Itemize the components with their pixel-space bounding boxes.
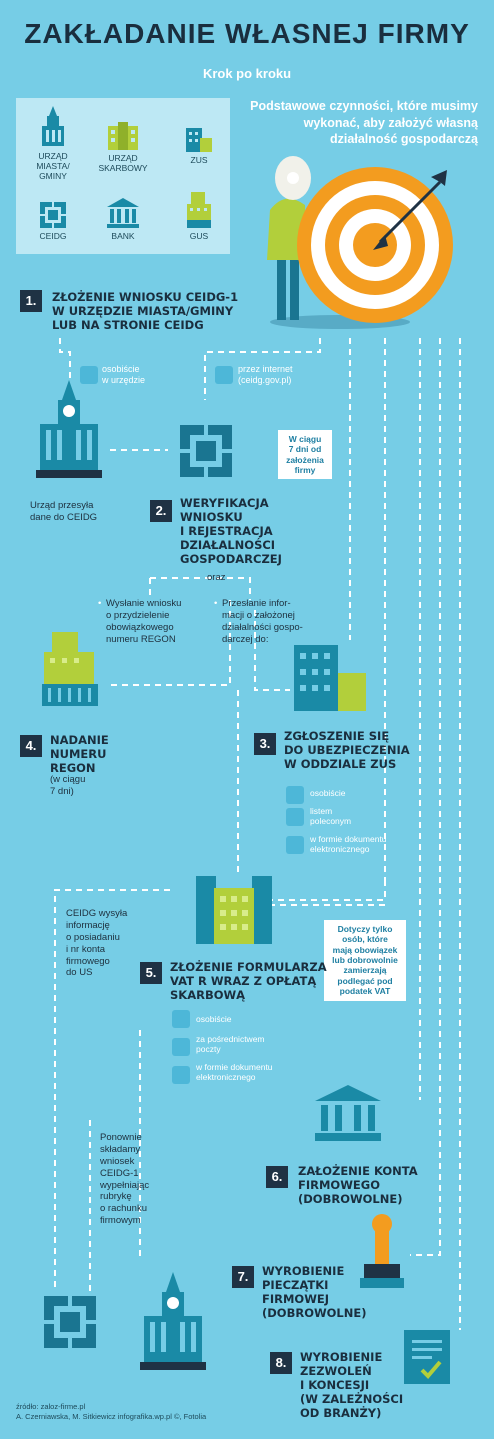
- at-icon: [286, 836, 304, 854]
- us-channel-2: za pośrednictwem poczty: [196, 1034, 265, 1055]
- city-hall-building-icon: [36, 380, 102, 480]
- zus-building-icon: [184, 128, 214, 152]
- city-hall-icon: [40, 106, 66, 148]
- step-4-number: 4.: [20, 735, 42, 757]
- step-4-sub: (w ciągu 7 dni): [50, 774, 86, 797]
- legend-gus-label: GUS: [189, 231, 209, 241]
- step-6-text: ZAŁOŻENIE KONTA FIRMOWEGO (DOBROWOLNE): [298, 1164, 418, 1207]
- intro-text: Podstawowe czynności, które musimy wykonać, aby założyć własną działalność gospodarczą: [250, 99, 478, 146]
- note-urzad-przesyla: Urząd przesyła dane do CEIDG: [30, 500, 98, 523]
- bullet-regon: • Wysłanie wniosku o przydzielenie obowiązkowego numeru REGON: [106, 598, 181, 646]
- legend-zus: [164, 128, 234, 165]
- note-oraz: oraz: [207, 572, 226, 583]
- gus-building-large-icon: [42, 632, 98, 708]
- institutions-legend: [16, 98, 230, 254]
- source-footer: źródło: zaloz-firme.pl A. Czerniawska, M. Sitkiewicz infografika.wp.pl ©, Fotolia: [16, 1402, 207, 1422]
- step-1-text: ZŁOŻENIE WNIOSKU CEIDG-1 W URZĘDZIE MIASTA/GMINY LUB NA STRONIE CEIDG: [52, 290, 239, 333]
- gus-building-icon: [187, 192, 211, 228]
- note-ceidg-wysyla: CEIDG wysyła informację o posiadaniu i nr konta firmowego do US: [66, 908, 128, 979]
- stamp-icon: [360, 1214, 404, 1290]
- callout-vat: Dotyczy tylko osób, które mają obowiązek lub dobrowolnie zamierzają podlegać pod podatek VAT: [324, 920, 406, 1001]
- step-7-text: WYROBIENIE PIECZĄTKI FIRMOWEJ (DOBROWOLNE): [262, 1264, 367, 1321]
- page-subtitle: Krok po kroku: [202, 66, 292, 81]
- ceidg-logo-large-icon: [180, 425, 232, 477]
- at-icon: [172, 1066, 190, 1084]
- legend-ceidg: [18, 202, 88, 241]
- legend-gus: [164, 192, 234, 241]
- legend-zus-label: ZUS: [190, 155, 208, 165]
- person-icon: [286, 786, 304, 804]
- step-8-text: WYROBIENIE ZEZWOLEŃ I KONCESJI (W ZALEŻNOŚCI OD BRANŻY): [300, 1350, 404, 1421]
- legend-bank-label: BANK: [111, 231, 135, 241]
- note-ponownie: Ponownie składamy wniosek CEIDG-1 wypełniając rubrykę o rachunku firmowym: [100, 1132, 150, 1227]
- bank-large-icon: [315, 1085, 381, 1141]
- ceidg-logo-icon: [40, 202, 66, 228]
- step-6-number: 6.: [266, 1166, 288, 1188]
- person-icon: [172, 1010, 190, 1028]
- tax-office-icon: [108, 122, 138, 150]
- zus-building-large-icon: [294, 645, 366, 711]
- bank-icon: [107, 198, 139, 228]
- legend-urzad: [18, 106, 88, 182]
- us-channel-3: w formie dokumentu elektronicznego: [196, 1062, 273, 1083]
- envelope-icon: [172, 1038, 190, 1056]
- step-8-number: 8.: [270, 1352, 292, 1374]
- legend-ceidg-label: CEIDG: [39, 231, 67, 241]
- city-hall-bottom-icon: [140, 1272, 206, 1372]
- ceidg-logo-bottom-icon: [44, 1296, 96, 1348]
- step-5-text: ZŁOŻENIE FORMULARZA VAT R WRAZ Z OPŁATĄ SKARBOWĄ: [170, 960, 327, 1003]
- permit-document-icon: [404, 1330, 450, 1384]
- legend-skarbowy: [88, 122, 158, 173]
- step-1-number: 1.: [20, 290, 42, 312]
- zus-channel-3: w formie dokumentu elektronicznego: [310, 834, 387, 855]
- step-7-number: 7.: [232, 1266, 254, 1288]
- page-title: ZAKŁADANIE WŁASNEJ FIRMY: [24, 18, 470, 49]
- note-internet: przez internet (ceidg.gov.pl): [238, 364, 293, 386]
- legend-skarbowy-label: URZĄD SKARBOWY: [98, 153, 148, 174]
- callout-7-days: W ciągu 7 dni od założenia firmy: [278, 430, 332, 479]
- tax-office-large-icon: [196, 876, 272, 944]
- bullet-zus: • Przesłanie infor- macji o założonej działalności gospo- darczej do:: [222, 598, 303, 646]
- zus-channel-1: osobiście: [310, 788, 346, 798]
- target-illustration: [255, 150, 465, 330]
- zus-channel-2: listem poleconym: [310, 806, 352, 827]
- envelope-icon: [286, 808, 304, 826]
- step-2-number: 2.: [150, 500, 172, 522]
- step-2-text: WERYFIKACJA WNIOSKU I REJESTRACJA DZIAŁALNOŚCI GOSPODARCZEJ: [180, 496, 282, 567]
- step-4-text: NADANIE NUMERU REGON: [50, 733, 109, 776]
- at-icon: [215, 366, 233, 384]
- step-3-number: 3.: [254, 733, 276, 755]
- step-3-text: ZGŁOSZENIE SIĘ DO UBEZPIECZENIA W ODDZIALE ZUS: [284, 729, 410, 772]
- legend-urzad-label: URZĄD MIASTA/ GMINY: [36, 151, 70, 182]
- us-channel-1: osobiście: [196, 1014, 232, 1024]
- legend-bank: [88, 198, 158, 241]
- note-osobiscie-urzad: osobiście w urzędzie: [102, 364, 146, 386]
- step-5-number: 5.: [140, 962, 162, 984]
